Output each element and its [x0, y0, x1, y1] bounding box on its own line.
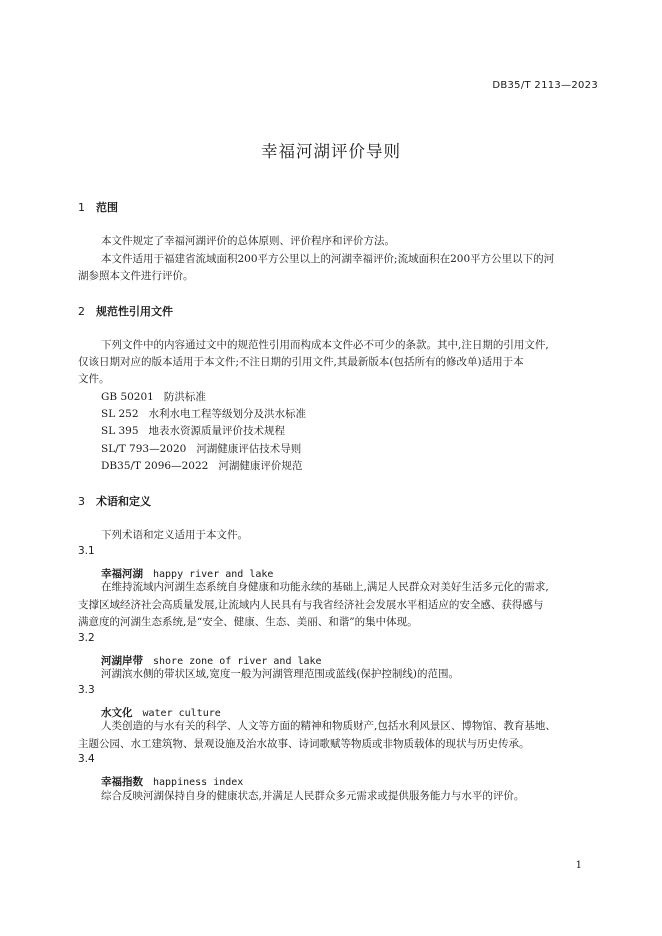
reference-item: SL/T 793—2020 河湖健康评估技术导则	[101, 443, 302, 455]
term-definition-line: 支撑区域经济社会高质量发展,让流域内人民具有与我省经济社会发展水平相适应的安全感、获得感与	[78, 599, 544, 611]
section-1-number: 1	[78, 201, 85, 214]
reference-item: DB35/T 2096—2022 河湖健康评价规范	[101, 460, 303, 472]
document-code: DB35/T 2113—2023	[492, 80, 598, 91]
section-1-title: 范围	[96, 201, 118, 214]
term-heading: 幸福指数 happiness index	[101, 776, 244, 788]
term-number: 3.1	[78, 545, 95, 557]
term-heading: 河湖岸带 shore zone of river and lake	[101, 655, 322, 667]
section-1-heading	[78, 199, 118, 215]
section-1-paragraph-2a: 本文件适用于福建省流域面积200平方公里以上的河湖幸福评价;流域面积在200平方公里以下的河	[101, 253, 555, 265]
reference-item: SL 252 水利水电工程等级划分及洪水标准	[101, 408, 307, 420]
term-number: 3.2	[78, 632, 95, 644]
section-2-paragraph-line-2: 仅该日期对应的版本适用于本文件;不注日期的引用文件,其最新版本(包括所有的修改单)适用于本	[78, 356, 524, 368]
page-title: 幸福河湖评价导则	[261, 142, 401, 161]
term-definition-line: 在维持流域内河湖生态系统自身健康和功能永续的基础上,满足人民群众对美好生活多元化的需求,	[101, 581, 549, 593]
term-definition-line: 人类创造的与水有关的科学、人文等方面的精神和物质财产,包括水利风景区、博物馆、教育基地、	[101, 720, 556, 732]
section-2-paragraph-line-1: 下列文件中的内容通过文中的规范性引用而构成本文件必不可少的条款。其中,注日期的引用文件,	[101, 339, 549, 351]
reference-item: SL 395 地表水资源质量评价技术规程	[101, 425, 286, 437]
section-3-heading	[78, 493, 151, 509]
section-2-number: 2	[78, 305, 85, 318]
section-3-title: 术语和定义	[96, 495, 151, 508]
page-number: 1	[575, 860, 582, 871]
section-1-paragraph-2b: 湖参照本文件进行评价。	[78, 270, 194, 282]
term-number: 3.4	[78, 753, 95, 765]
term-heading: 水文化 water culture	[101, 707, 221, 719]
section-2-heading	[78, 303, 173, 319]
section-1-paragraph-1: 本文件规定了幸福河湖评价的总体原则、评价程序和评价方法。	[101, 235, 395, 247]
term-definition-line: 主题公园、水工建筑物、景观设施及治水故事、诗词歌赋等物质或非物质载体的现状与历史传承。	[78, 738, 530, 750]
term-definition-line: 河湖滨水侧的带状区域,宽度一般为河湖管理范围或蓝线(保护控制线)的范围。	[101, 668, 460, 680]
term-heading: 幸福河湖 happy river and lake	[101, 568, 274, 580]
reference-item: GB 50201 防洪标准	[101, 391, 206, 403]
section-2-title: 规范性引用文件	[96, 305, 173, 318]
section-3-intro: 下列术语和定义适用于本文件。	[101, 529, 248, 541]
term-number: 3.3	[78, 684, 95, 696]
term-definition-line: 满意度的河湖生态系统,是“安全、健康、生态、美丽、和谐”的集中体现。	[78, 616, 418, 628]
section-2-paragraph-line-3: 文件。	[78, 373, 110, 385]
term-definition-line: 综合反映河湖保持自身的健康状态,并满足人民群众多元需求或提供服务能力与水平的评价。	[101, 790, 525, 802]
section-3-number: 3	[78, 495, 85, 508]
